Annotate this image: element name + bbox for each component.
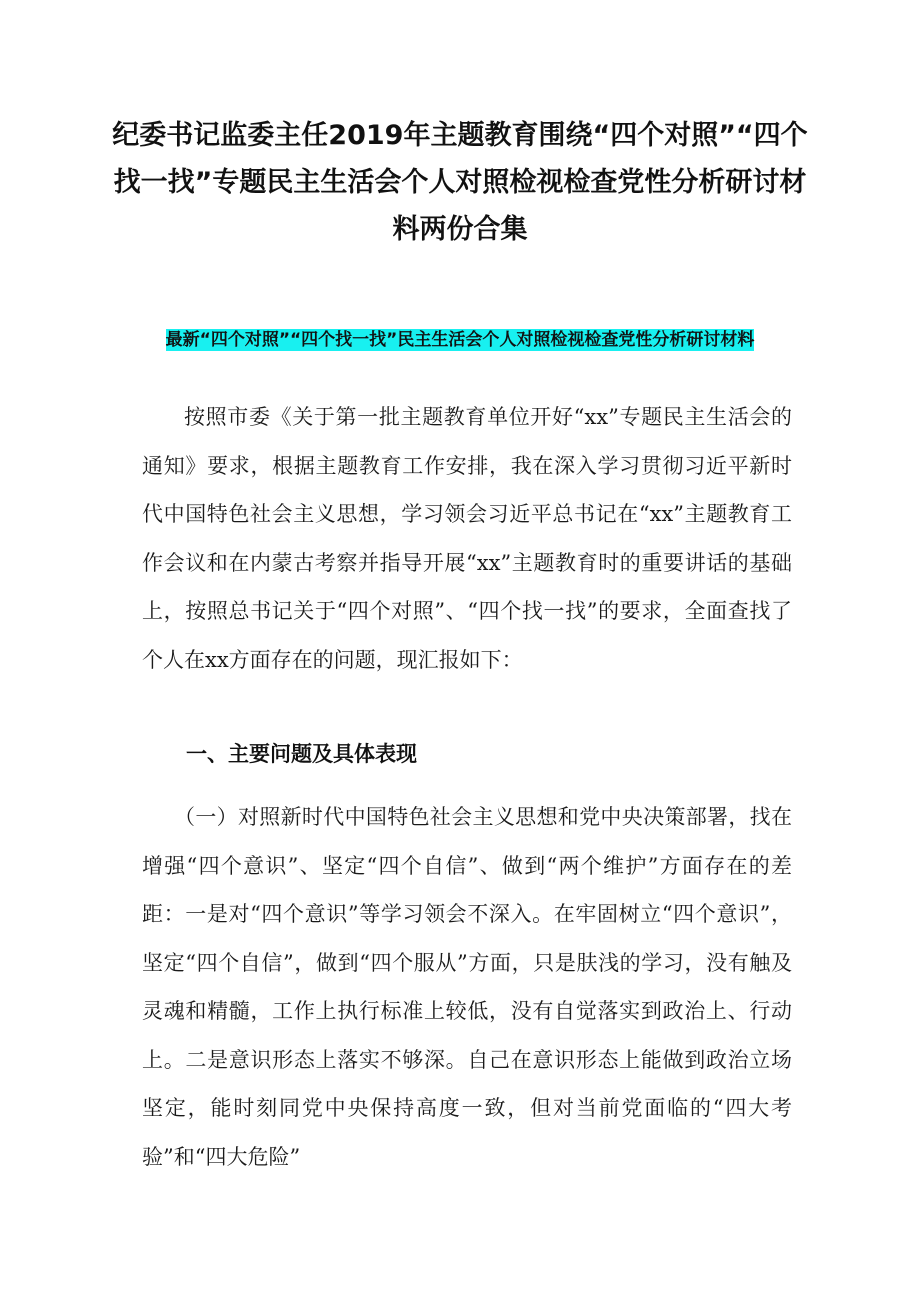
subheading-highlight: 最新“四个对照”“四个找一找”民主生活会个人对照检视检查党性分析研讨材料 <box>165 330 755 350</box>
document-subheading <box>140 320 780 360</box>
body-paragraph-1: 按照市委《关于第一批主题教育单位开好“xx”专题民主生活会的通知》要求，根据主题教育工作安排，我在深入学习贯彻习近平新时代中国特色社会主义思想，学习领会习近平总书记在“xx”主题教育工作会议和在内蒙古考察并指导开展“xx”主题教育时的重要讲话的基础上，按照总书记关于“四个对照”、“四个找一找”的要求，全面查找了个人在xx方面存在的问题，现汇报如下： <box>142 405 792 672</box>
document-title: 纪委书记监委主任2019年主题教育围绕“四个对照”“四个找一找”专题民主生活会个人对照检视检查党性分析研讨材料两份合集 <box>112 120 808 245</box>
body-paragraph-2: （一）对照新时代中国特色社会主义思想和党中央决策部署，找在增强“四个意识”、坚定“四个自信”、做到“两个维护”方面存在的差距：一是对“四个意识”等学习领会不深入。在牢固树立“四个意识”，坚定“四个自信”，做到“四个服从”方面，只是肤浅的学习，没有触及灵魂和精髓，工作上执行标准上较低，没有自觉落实到政治上、行动上。二是意识形态上落实不够深。自己在意识形态上能做到政治立场坚定，能时刻同党中央保持高度一致，但对当前党面临的“四大考验”和“四大危险” <box>142 805 792 1169</box>
section-heading-1: 一、主要问题及具体表现 <box>186 742 417 766</box>
